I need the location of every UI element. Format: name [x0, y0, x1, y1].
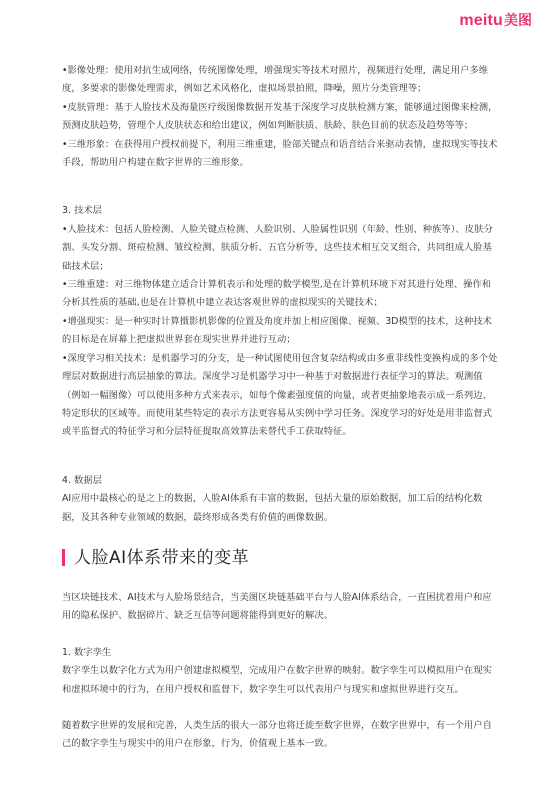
paragraph-face-tech: •人脸技术：包括人脸检测、人脸关键点检测、人脸识别、人脸属性识别（年龄、性别、种族等）、皮肤分割、头发分割、斑痘检测、皱纹检测、肤质分析、五官分析等，这些技术相互交叉组合，共同组成人脸基础技术层； — [62, 223, 493, 272]
paragraph-image-processing: •影像处理：使用对抗生成网络，传统图像处理，增强现实等技术对照片，视频进行处理，满足用户多维度，多要求的影像处理需求，例如艺术风格化，虚拟场景拍照，降噪，照片分类管理等； — [62, 65, 489, 95]
section-title-tech-layer: 3. 技术层 — [62, 205, 103, 217]
logo-text: meitu — [459, 12, 503, 29]
paragraph-3d-avatar: •三维形象：在获得用户授权前提下，利用三维重建，脸部关键点和语音结合来驱动表情，虚拟现实等技术手段，帮助用户构建在数字世界的三维形象。 — [62, 138, 498, 169]
paragraph-3d-reconstruction: •三维重建：对三维物体建立适合计算机表示和处理的数学模型,是在计算机环境下对其进行处理、操作和分析其性质的基础,也是在计算机中建立表达客观世界的虚拟现实的关键技术； — [62, 279, 492, 309]
paragraph-augmented-reality: •增强现实：是一种实时计算摄影机影像的位置及角度并加上相应图像、视频、3D模型的技术，这种技术的目标是在屏幕上把虚拟世界套在现实世界并进行互动； — [62, 315, 492, 346]
document-body — [62, 62, 498, 754]
paragraph-blockchain-ai: 当区块链技术、AI技术与人脸场景结合，当美图区块链基础平台与人脸AI体系结合，一直困扰着用户和应用的隐私保护、数据碎片、缺乏互信等问题将能得到更好的解决。 — [62, 591, 492, 622]
paragraph-digital-twin-1: 数字孪生以数字化方式为用户创建虚拟模型，完成用户在数字世界的映射。数字孪生可以模拟用户在现实和虚拟环境中的行为，在用户授权和监督下，数字孪生可以代表用户与现实和虚拟世界进行交互。 — [62, 665, 492, 695]
meitu-logo — [459, 10, 532, 30]
section-title-digital-twin: 1. 数字孪生 — [62, 646, 112, 658]
heading-text: 人脸AI体系带来的变革 — [74, 547, 250, 568]
paragraph-data-layer: AI应用中最核心的是之上的数据，人脸AI体系有丰富的数据，包括大量的原始数据，加工后的结构化数据，及其各种专业领域的数据，最终形成各类有价值的画像数据。 — [62, 493, 483, 523]
section-heading-change — [62, 547, 498, 569]
paragraph-skin-management: •皮肤管理：基于人脸技术及海量医疗级图像数据开发基于深度学习皮肤检测方案，能够通过图像来检测，预测皮肤趋势，管理个人皮肤状态和给出建议，例如判断肤质、肤龄、肤色目前的状态及趋势等等； — [62, 101, 498, 132]
logo-cn-text: 美图 — [504, 12, 532, 28]
heading-accent-bar — [62, 549, 65, 566]
paragraph-deep-learning: •深度学习相关技术：是机器学习的分支，是一种试图使用包含复杂结构或由多重非线性变换构成的多个处理层对数据进行高层抽象的算法。深度学习是机器学习中一种基于对数据进行表征学习的算法。观测值（例如一幅图像）可以使用多种方式来表示，如每个像素强度值的向量，或者更抽象地表示成一系列边、特定形状的区域等。而使用某些特定的表示方法更容易从实例中学习任务。深度学习的好处是用非监督式或半监督式的特征学习和分层特征提取高效算法来替代手工获取特征。 — [62, 352, 498, 438]
section-title-data-layer: 4. 数据层 — [62, 474, 103, 486]
paragraph-digital-twin-2: 随着数字世界的发展和完善，人类生活的很大一部分也将迁徙至数字世界，在数字世界中，有一个用户自己的数字孪生与现实中的用户在形象，行为，价值观上基本一致。 — [62, 719, 492, 750]
